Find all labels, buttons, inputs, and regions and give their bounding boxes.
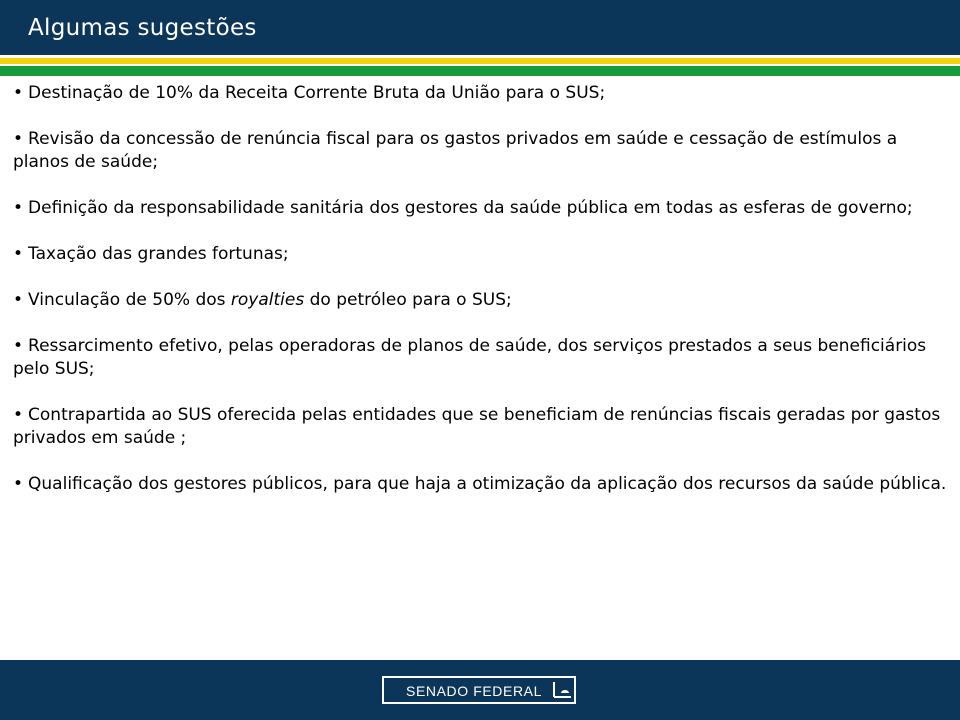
bullet-item [13,335,953,381]
bullet-dot-icon: • [13,198,24,218]
bullet-dot-icon: • [13,244,24,264]
bullet-text: Contrapartida ao SUS oferecida pelas entidades que se beneficiam de renúncias fiscais geradas por gastos privados em saúde ; [13,405,941,448]
bullet-item [13,197,953,220]
logo-text: SENADO FEDERAL [406,683,542,699]
bullet-text: Definição da responsabilidade sanitária dos gestores da saúde pública em todas as esferas de governo; [28,198,913,218]
bullet-dot-icon: • [13,474,24,494]
bullet-dot-icon: • [13,290,24,310]
bullet-text: Revisão da concessão de renúncia fiscal para os gastos privados em saúde e cessação de estímulos a planos de saúde; [13,129,898,172]
bullet-item [13,289,953,312]
bullet-item [13,82,953,105]
bullet-dot-icon: • [13,336,24,356]
senado-federal-logo [382,676,576,704]
bullet-text: Ressarcimento efetivo, pelas operadoras de planos de saúde, dos serviços prestados a seus beneficiários pelo SUS; [13,336,927,379]
divider-green [0,66,960,76]
bullet-item [13,243,953,266]
header-bar [0,0,960,55]
bullet-text: Destinação de 10% da Receita Corrente Bruta da União para o SUS; [28,83,606,103]
bullet-text-italic: royalties [230,290,305,310]
bullet-dot-icon: • [13,83,24,103]
bullet-text-end: do petróleo para o SUS; [304,290,512,310]
bullet-text: Vinculação de 50% dos [28,290,231,310]
footer-bar [0,660,960,720]
bullet-dot-icon: • [13,405,24,425]
bullet-dot-icon: • [13,129,24,149]
bullet-item [13,128,953,174]
slide-title: Algumas sugestões [28,15,257,41]
bullet-item [13,473,953,496]
suggestions-list [13,82,953,496]
senate-building-icon [552,681,572,699]
bullet-text: Taxação das grandes fortunas; [28,244,289,264]
bullet-item [13,404,953,450]
bullet-text: Qualificação dos gestores públicos, para que haja a otimização da aplicação dos recursos da saúde pública. [28,474,947,494]
